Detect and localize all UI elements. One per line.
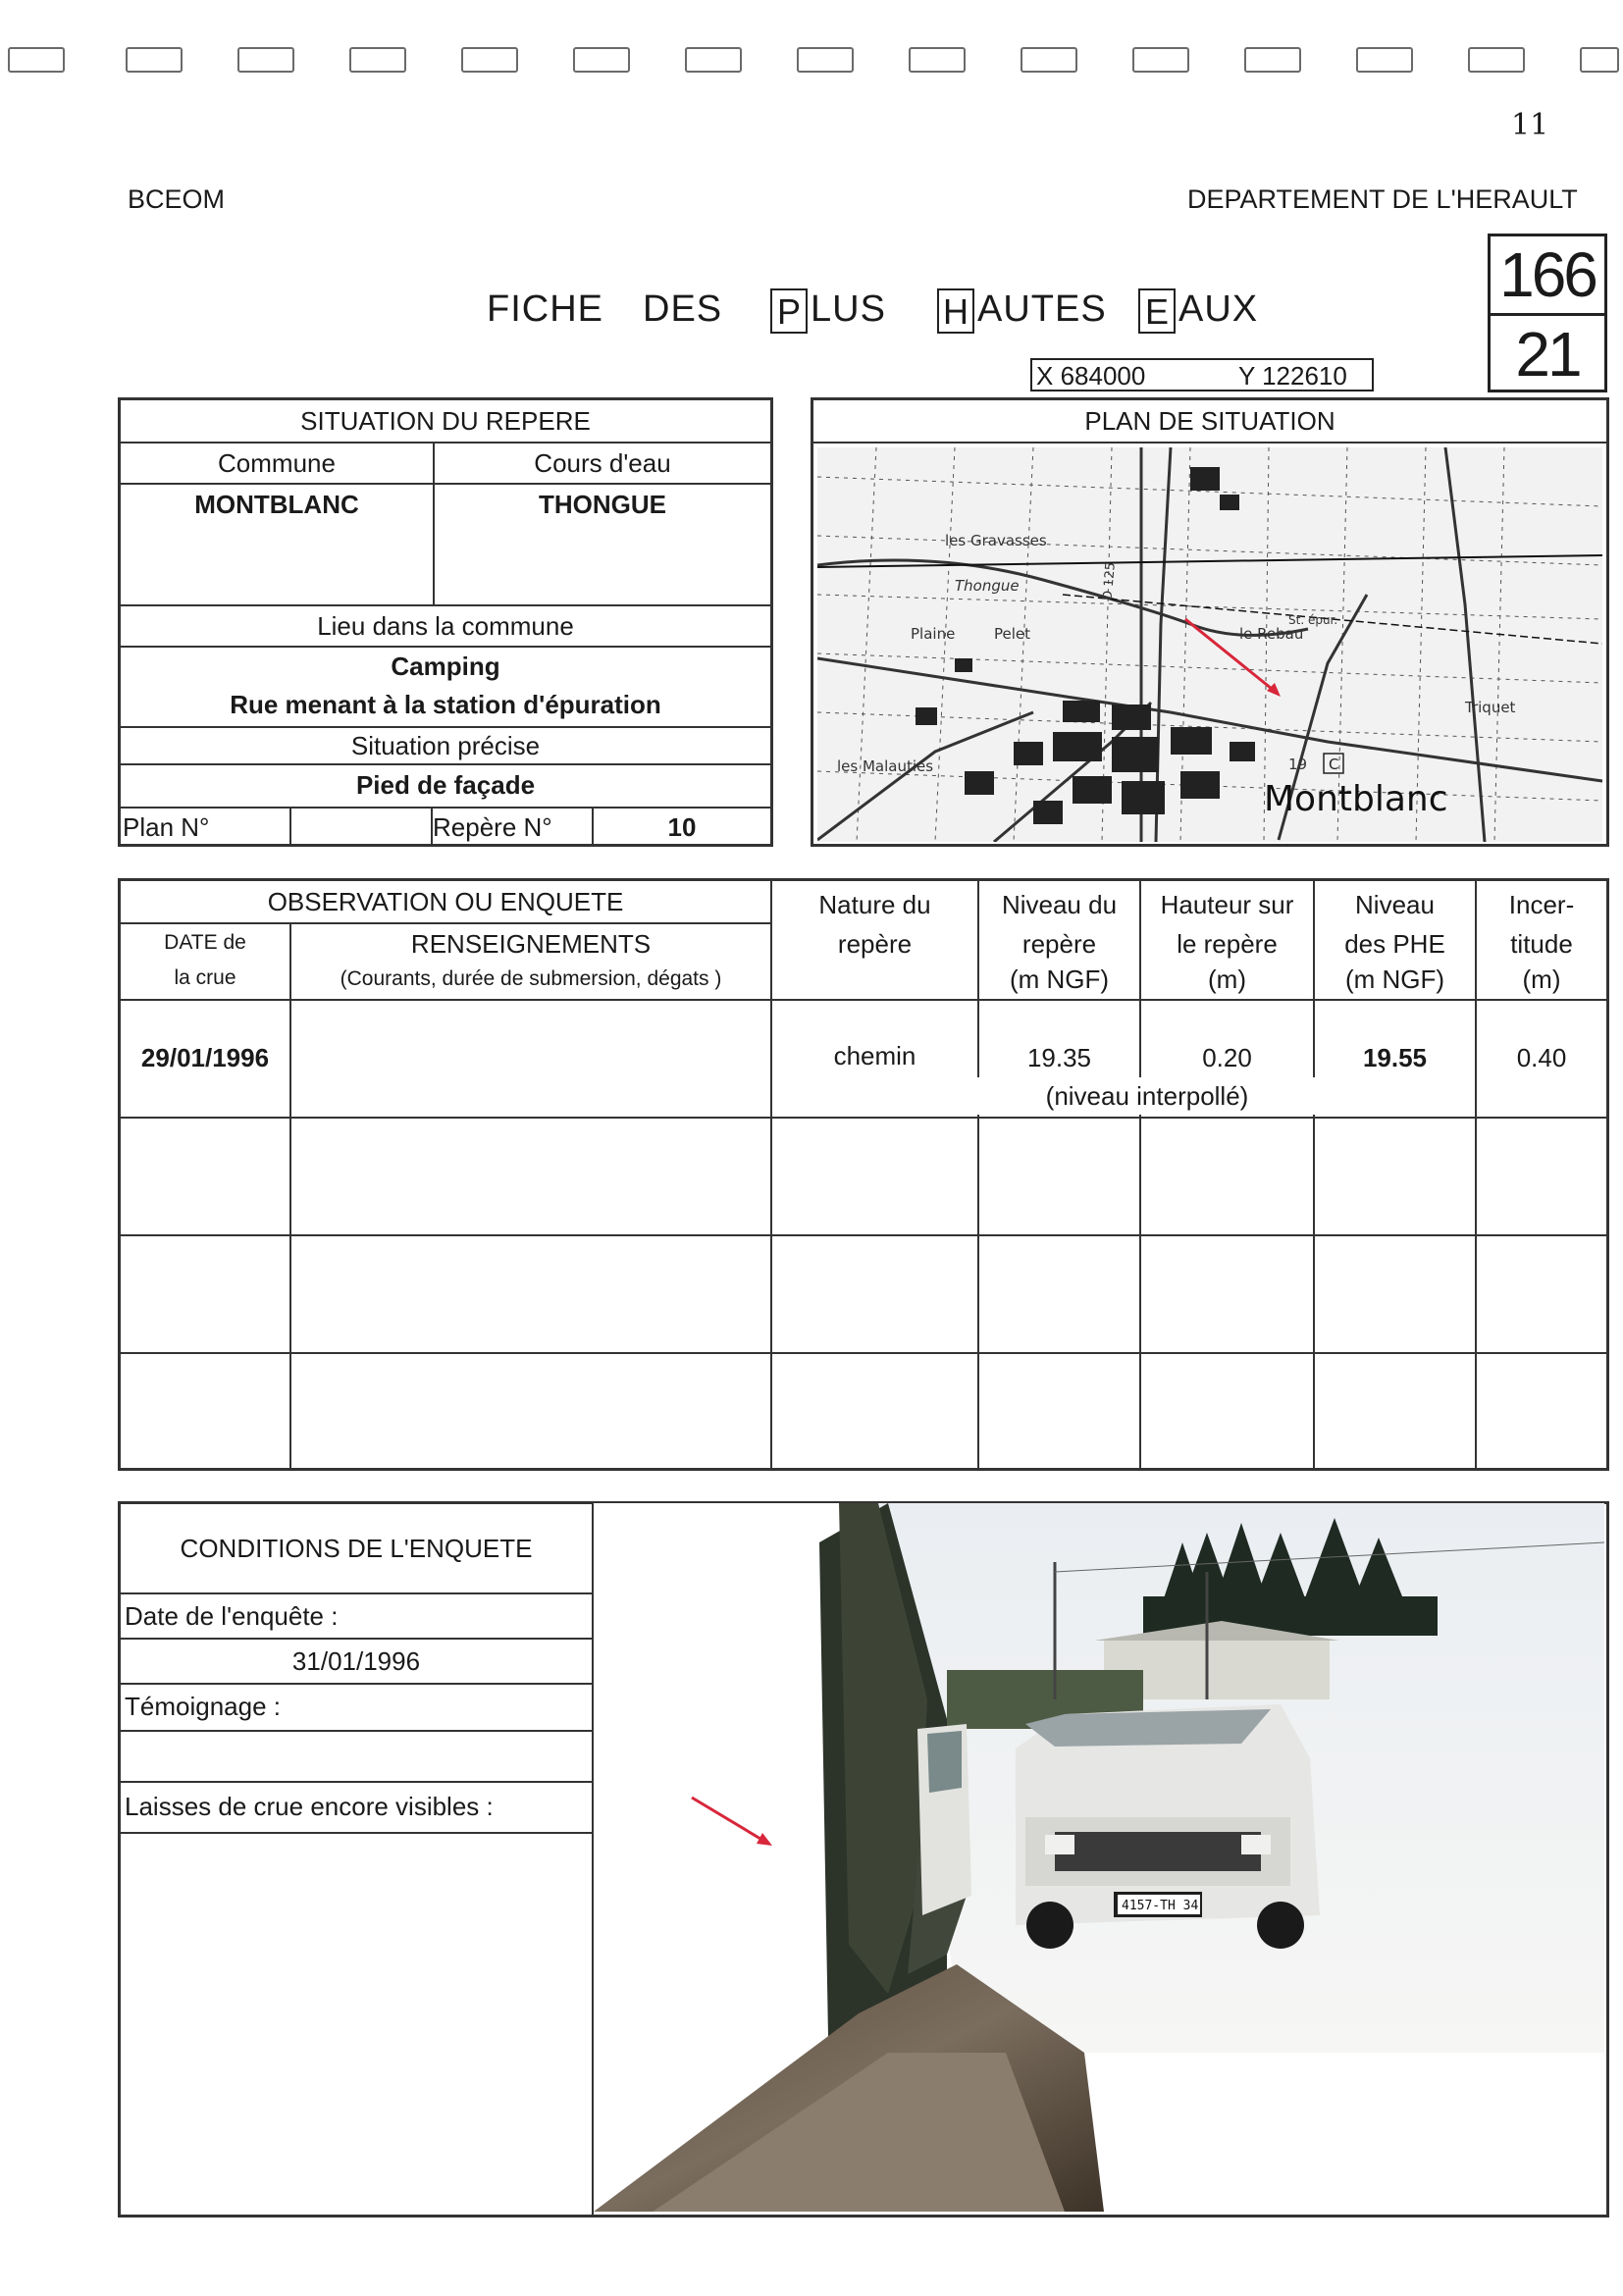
punch-hole [1356, 47, 1413, 73]
cours-value: THONGUE [539, 489, 666, 519]
repere-number-label: Repère N° [433, 811, 552, 842]
organization-name: BCEOM [128, 184, 226, 214]
temoignage-label: Témoignage : [125, 1691, 281, 1721]
row-renseignements [291, 1038, 770, 1077]
punch-hole [1021, 47, 1077, 73]
punch-hole [349, 47, 406, 73]
department-name: DEPARTEMENT DE L'HERAULT [1187, 184, 1578, 214]
row-date: 29/01/1996 [140, 1042, 270, 1072]
title-word-aux: AUX [1178, 288, 1259, 330]
punch-hole [126, 47, 183, 73]
phe-header-3: (m NGF) [1344, 964, 1445, 994]
date-enquete-label: Date de l'enquête : [125, 1600, 339, 1631]
punch-hole [909, 47, 966, 73]
nature-header-1: Nature du [818, 889, 931, 919]
lieu-line2: Rue menant à la station d'épuration [230, 689, 661, 719]
map-label-rebau: le Rebau [1239, 625, 1304, 643]
title-word-lus: LUS [811, 288, 886, 330]
site-photo-illustration [594, 1503, 1604, 2212]
hauteur-header-3: (m) [1208, 964, 1246, 994]
coordinate-x: X 684000 [1036, 361, 1146, 391]
page-title [0, 288, 1623, 338]
punch-hole [461, 47, 518, 73]
map-label-epur: St. épur. [1288, 613, 1338, 627]
renseignements-sub: (Courants, durée de submersion, dégats ) [340, 967, 722, 990]
situation-table [118, 397, 773, 847]
phe-header-2: des PHE [1344, 928, 1445, 959]
row-hauteur: 0.20 [1202, 1042, 1252, 1072]
page-number: 11 [1511, 108, 1549, 142]
niveau-header-1: Niveau du [1001, 889, 1118, 919]
title-letter-box-e: E [1138, 288, 1176, 334]
observation-heading: OBSERVATION OU ENQUETE [267, 886, 624, 916]
row-niveau: 19.35 [1026, 1042, 1092, 1072]
map-label-c: C [1329, 756, 1339, 773]
incertitude-header-2: titude [1510, 928, 1573, 959]
situation-map [817, 447, 1602, 842]
temoignage-value [121, 1732, 592, 1779]
laisses-label: Laisses de crue encore visibles : [125, 1791, 494, 1821]
title-word-fiche: FICHE [487, 288, 603, 330]
map-label-thongue: Thongue [955, 577, 1020, 595]
punch-hole [1580, 47, 1619, 73]
punched-holes-strip [0, 47, 1623, 77]
plan-heading: PLAN DE SITUATION [1084, 405, 1335, 436]
row-phe: 19.55 [1362, 1042, 1428, 1072]
cours-label: Cours d'eau [534, 447, 671, 478]
map-label-town: Montblanc [1264, 779, 1448, 819]
situation-heading: SITUATION DU REPERE [300, 405, 591, 436]
lieu-label: Lieu dans la commune [317, 610, 574, 641]
repere-number-value: 10 [667, 811, 697, 842]
punch-hole [685, 47, 742, 73]
precise-value: Pied de façade [355, 769, 536, 800]
map-label-gravasses: les Gravasses [945, 532, 1047, 549]
commune-value: MONTBLANC [194, 489, 359, 519]
niveau-header-2: repère [1021, 928, 1097, 959]
row-incertitude: 0.40 [1516, 1042, 1567, 1072]
lieu-line1: Camping [391, 651, 500, 681]
fiche-number-top: 166 [1491, 236, 1604, 316]
punch-hole [573, 47, 630, 73]
hauteur-header-1: Hauteur sur [1160, 889, 1294, 919]
observation-table [118, 878, 1609, 1471]
license-plate: 4157-TH 34 [1122, 1899, 1199, 1913]
title-word-autes: AUTES [977, 288, 1107, 330]
coordinates-box [1030, 358, 1374, 391]
date-crue-label-2: la crue [174, 966, 236, 989]
hauteur-header-2: le repère [1177, 928, 1278, 959]
map-label-triquet: Triquet [1465, 699, 1516, 716]
punch-hole [8, 47, 65, 73]
renseignements-label: RENSEIGNEMENTS [410, 928, 652, 959]
site-photo [594, 1503, 1604, 2212]
map-label-plaine: Plaine [911, 625, 956, 643]
title-letter-box-p: P [770, 288, 808, 334]
punch-hole [1468, 47, 1525, 73]
commune-label: Commune [218, 447, 336, 478]
date-crue-label-1: DATE de [164, 931, 246, 954]
phe-header-1: Niveau [1355, 889, 1435, 919]
punch-hole [1132, 47, 1189, 73]
punch-hole [1244, 47, 1301, 73]
fiche-number-bottom: 21 [1515, 319, 1580, 390]
incertitude-header-3: (m) [1522, 964, 1561, 994]
map-label-pelet: Pelet [994, 625, 1031, 643]
title-letter-box-h: H [937, 288, 974, 334]
punch-hole [237, 47, 294, 73]
conditions-heading: CONDITIONS DE L'ENQUETE [180, 1533, 533, 1563]
map-label-malauties: les Malauties [837, 757, 934, 775]
nature-header-2: repère [837, 928, 913, 959]
date-enquete-value: 31/01/1996 [291, 1645, 421, 1676]
row-nature: chemin [833, 1040, 916, 1070]
plan-number-value [291, 809, 429, 846]
map-label-spot19: 19 [1288, 756, 1308, 773]
title-word-des: DES [643, 288, 723, 330]
map-label-road: D 125 [1100, 561, 1119, 601]
row-note: (niveau interpollé) [970, 1077, 1324, 1115]
punch-hole [797, 47, 854, 73]
coordinate-y: Y 122610 [1238, 361, 1347, 391]
incertitude-header-1: Incer- [1508, 889, 1575, 919]
plan-number-label: Plan N° [123, 811, 210, 842]
plan-de-situation [811, 397, 1609, 847]
niveau-header-3: (m NGF) [1009, 964, 1110, 994]
precise-label: Situation précise [350, 730, 541, 760]
